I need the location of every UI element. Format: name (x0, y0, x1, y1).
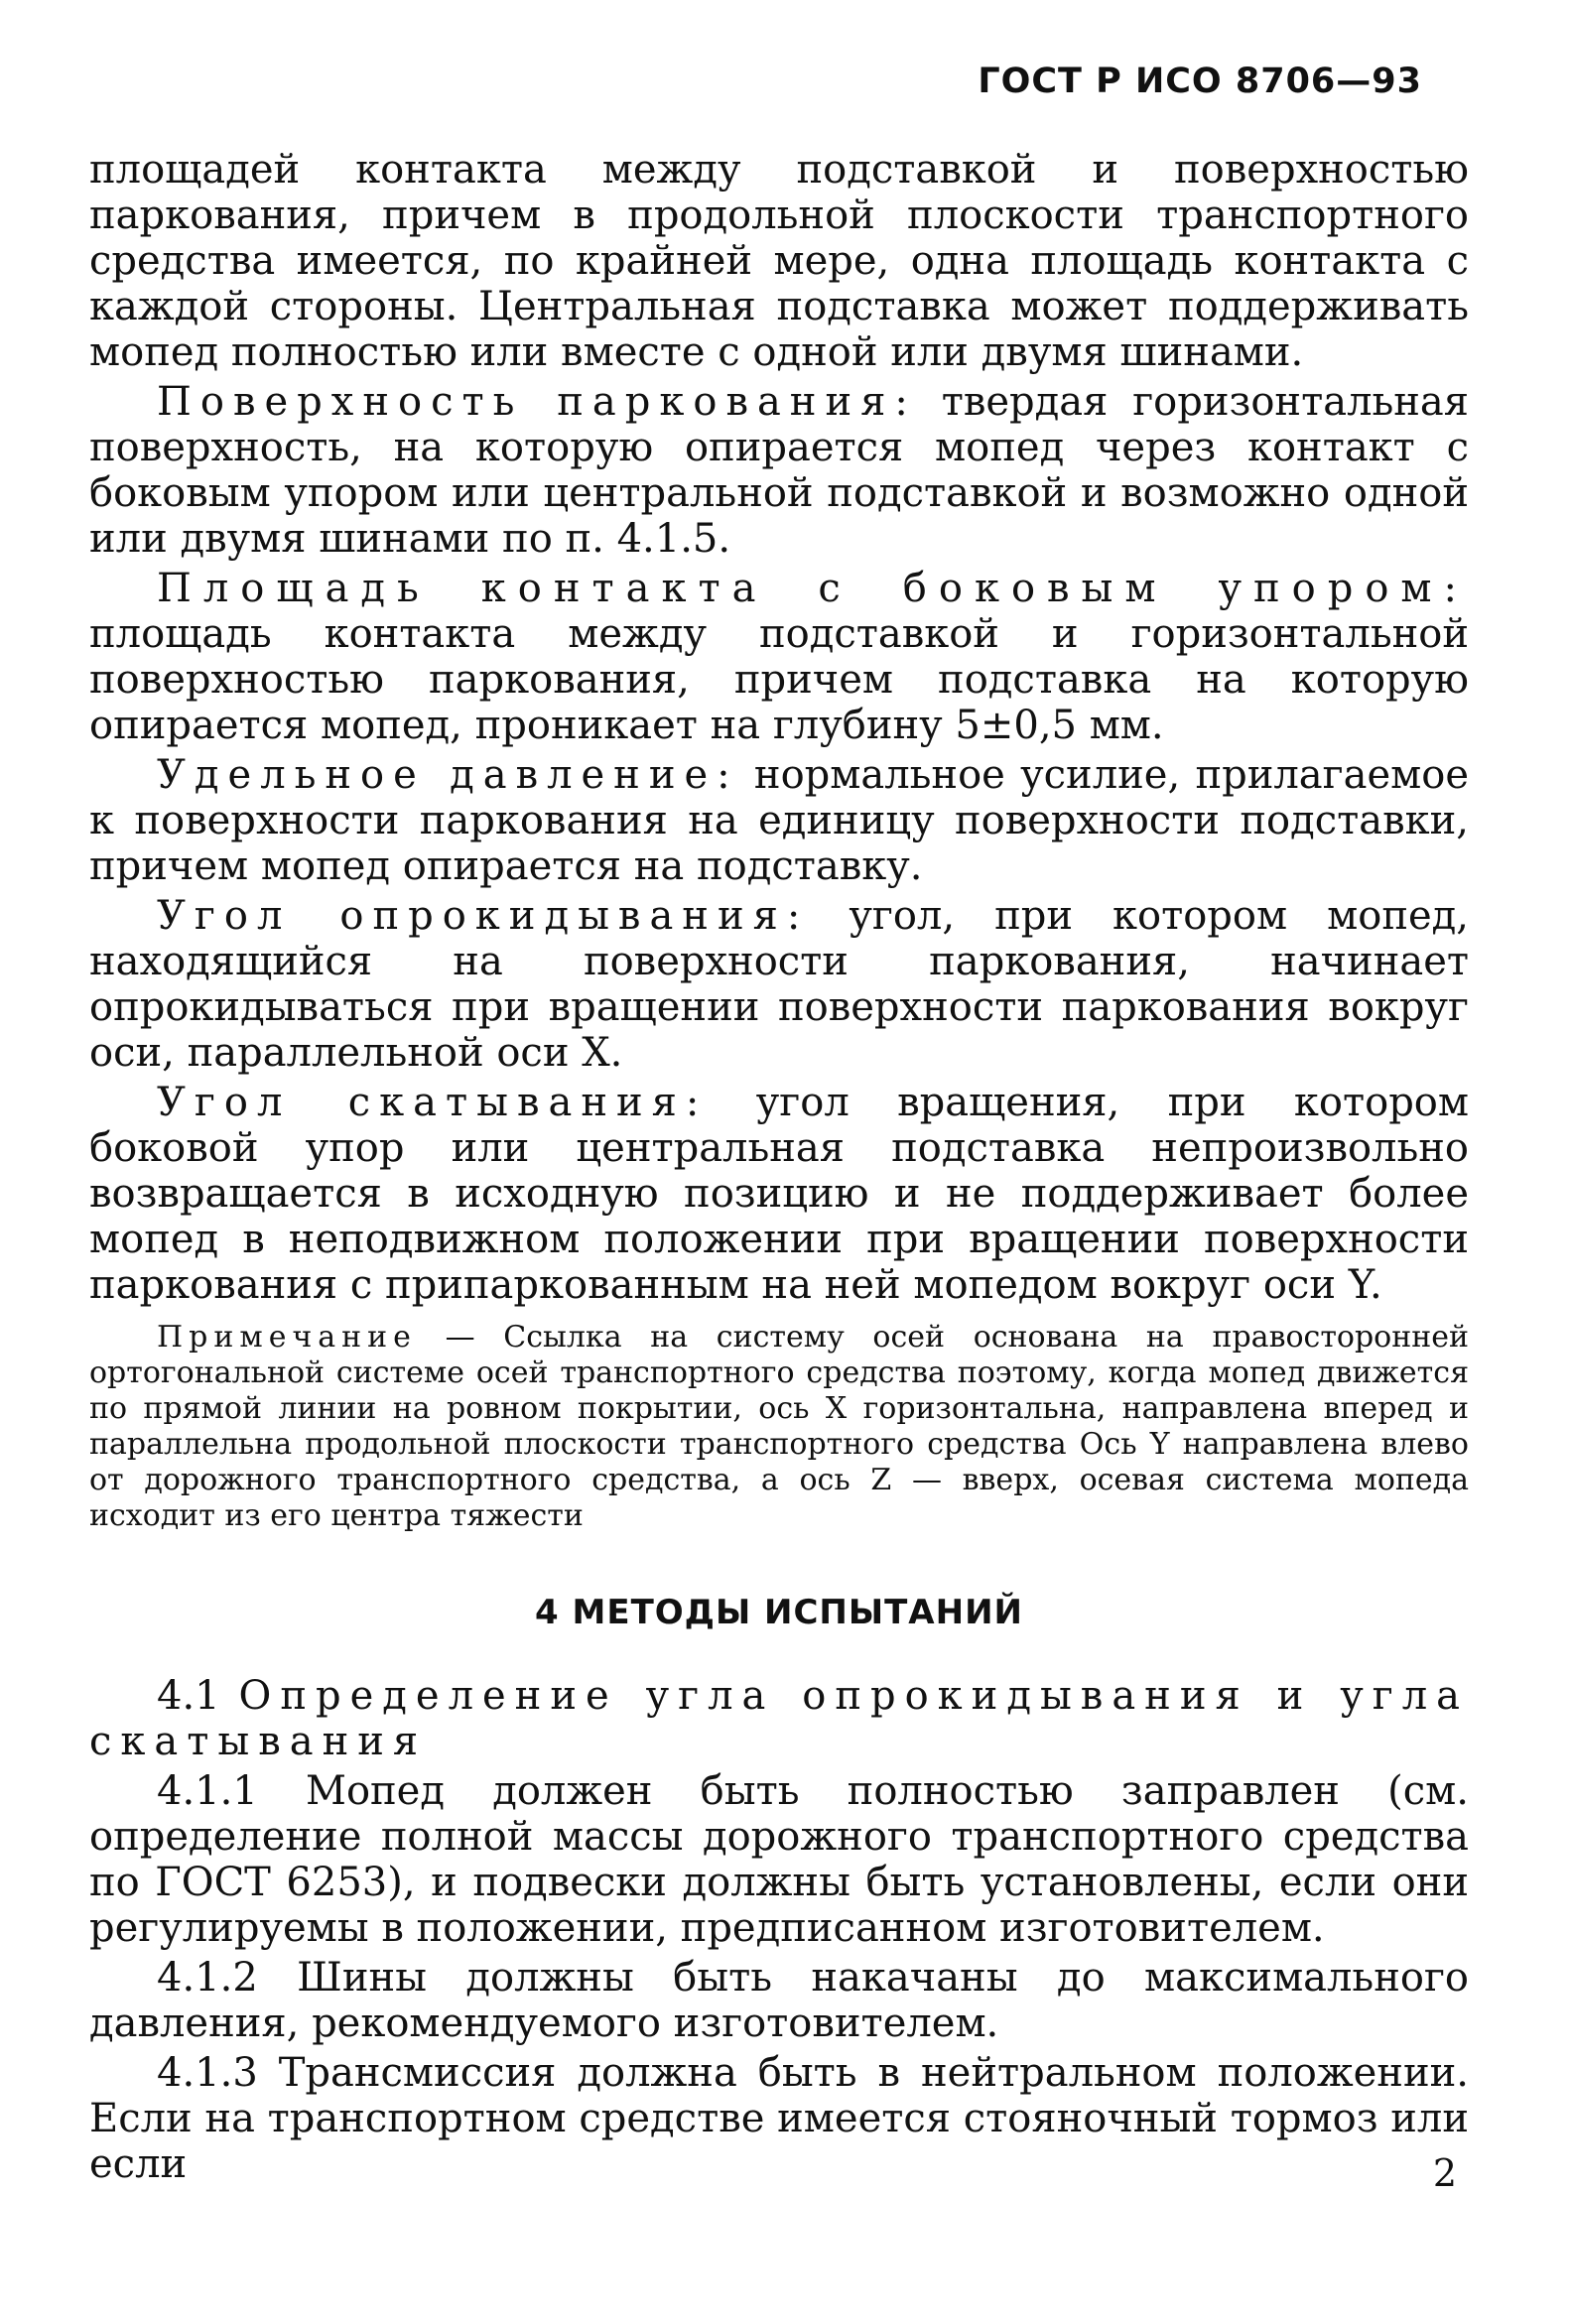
term: Удельное давление: (157, 752, 739, 798)
clause-4-1-2: 4.1.2 Шины должны быть накачаны до максимального давления, рекомендуемого изготовителем. (89, 1955, 1469, 2046)
definition-text: нормальное усилие, прилагаемое к поверхности паркования на единицу поверхности подставки, причем мопед опирается на подставку. (89, 752, 1469, 889)
definition-text: угол, при котором мопед, находящийся на поверхности паркования, начинает опрокидываться при вращении поверхности паркования вокруг оси, параллельной оси X. (89, 893, 1469, 1076)
definition-text: площадь контакта между подставкой и горизонтальной поверхностью паркования, причем подставка на которую опирается мопед, проникает на глубину 5±0,5 мм. (89, 611, 1469, 748)
term: Угол опрокидывания: (157, 893, 810, 939)
subsection-title: Определение угла опрокидывания и угла скатывания (89, 1673, 1469, 1764)
document-body (89, 147, 1469, 2191)
definition-contact-area (89, 566, 1469, 748)
page-number: 2 (1432, 2151, 1457, 2195)
clause-4-1-3: 4.1.3 Трансмиссия должна быть в нейтральном положении. Если на транспортном средстве имеется стояночный тормоз или если (89, 2050, 1469, 2187)
definition-parking-surface (89, 379, 1469, 562)
note (89, 1320, 1469, 1534)
clause-4-1-1: 4.1.1 Мопед должен быть полностью заправлен (см. определение полной массы дорожного транспортного средства по ГОСТ 6253), и подвески должны быть установлены, если они регулируемы в положении, предписанном изготовителем. (89, 1768, 1469, 1951)
subsection-4-1 (89, 1673, 1469, 1764)
term: Поверхность паркования: (157, 379, 917, 425)
term: Площадь контакта с боковым упором: (157, 566, 1469, 611)
term: Угол скатывания: (157, 1080, 709, 1125)
subsection-number: 4.1 (157, 1673, 239, 1719)
definition-rolling-angle (89, 1080, 1469, 1308)
paragraph-continuation: площадей контакта между подставкой и поверхностью паркования, причем в продольной плоскости транспортного средства имеется, по крайней мере, одна площадь контакта с каждой стороны. Центральная подставка может поддерживать мопед полностью или вместе с одной или двумя шинами. (89, 147, 1469, 375)
section-heading: 4 МЕТОДЫ ИСПЫТАНИЙ (535, 1593, 1023, 1632)
definition-text: угол вращения, при котором боковой упор или центральная подставка непроизвольно возвращается в исходную позицию и не поддерживает более мопед в неподвижном положении при вращении поверхности паркования с припаркованным на ней мопедом вокруг оси Y. (89, 1080, 1469, 1308)
definition-tipping-angle (89, 893, 1469, 1076)
definition-specific-pressure (89, 752, 1469, 889)
note-label: Примечание (157, 1320, 417, 1355)
definition-text: твердая горизонтальная поверхность, на которую опирается мопед через контакт с боковым упором или центральной подставкой и возможно одной или двумя шинами по п. 4.1.5. (89, 379, 1469, 562)
note-text: — Ссылка на систему осей основана на правосторонней ортогональной системе осей транспортного средства поэтому, когда мопед движется по прямой линии на ровном покрытии, ось X горизонтальна, направлена вперед и параллельна продольной плоскости транспортного средства Ось Y направлена влево от дорожного транспортного средства, а ось Z — вверх, осевая система мопеда исходит из его центра тяжести (89, 1320, 1469, 1533)
document-header: ГОСТ Р ИСО 8706—93 (978, 62, 1422, 101)
